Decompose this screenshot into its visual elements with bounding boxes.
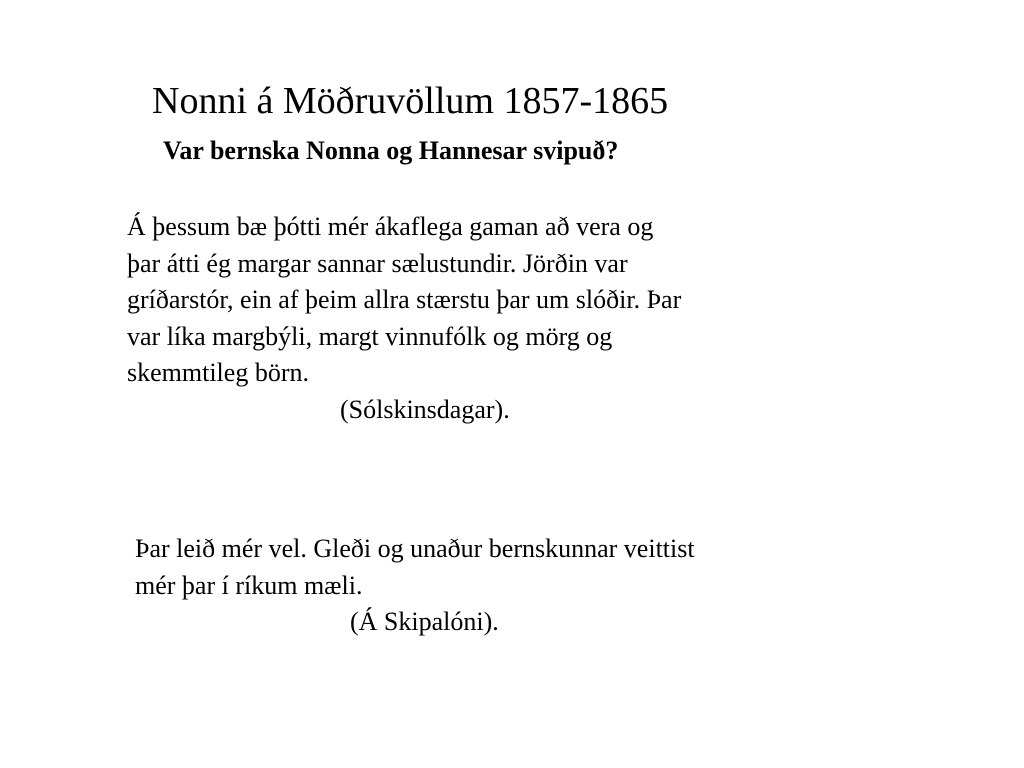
quote-source: (Sólskinsdagar). bbox=[340, 394, 510, 424]
quote-solskinsdagar bbox=[127, 209, 887, 428]
slide-title: Nonni á Möðruvöllum 1857-1865 bbox=[152, 80, 669, 122]
quote-line: Á þessum bæ þótti mér ákaflega gaman að vera og bbox=[127, 212, 654, 241]
quote-source: (Á Skipalóni). bbox=[350, 607, 499, 636]
quote-line: var líka margbýli, margt vinnufólk og mörg og bbox=[127, 321, 613, 351]
quote-line: skemmtileg börn. bbox=[127, 358, 309, 387]
quote-line: þar átti ég margar sannar sælustundir. Jörðin var bbox=[127, 248, 628, 278]
quote-line: gríðarstór, ein af þeim allra stærstu þar um slóðir. Þar bbox=[127, 285, 682, 314]
quote-line: Þar leið mér vel. Gleði og unaður bernskunnar veittist bbox=[135, 534, 695, 563]
quote-skipaloni bbox=[135, 531, 915, 641]
slide-subtitle: Var bernska Nonna og Hannesar svipuð? bbox=[163, 136, 619, 165]
quote-line: mér þar í ríkum mæli. bbox=[135, 570, 363, 600]
